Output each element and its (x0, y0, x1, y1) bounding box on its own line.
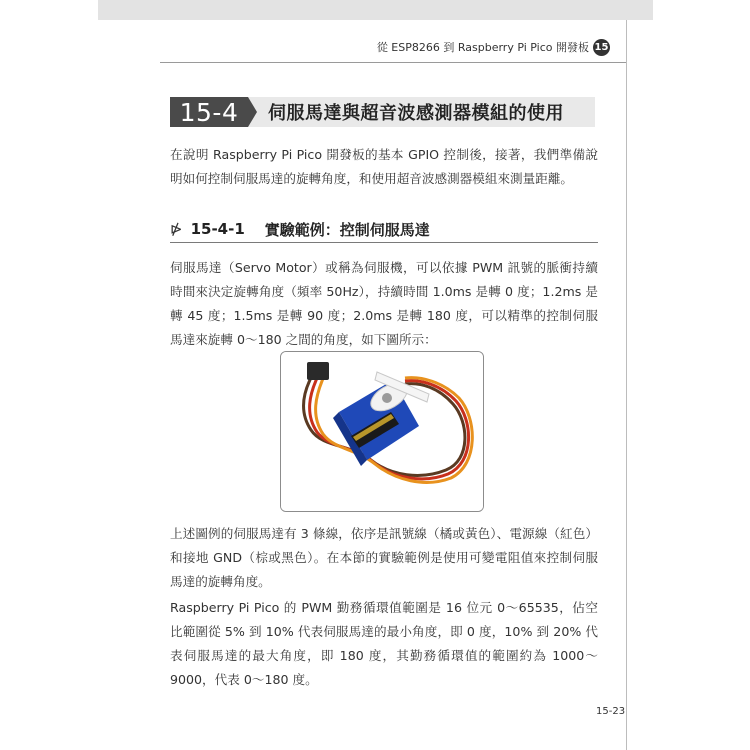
top-gray-bar (98, 0, 653, 20)
section-number (170, 97, 248, 127)
servo-motor-illustration (281, 352, 483, 511)
subsection-number: 15-4-1 (190, 220, 245, 238)
pwm-paragraph: Raspberry Pi Pico 的 PWM 勤務循環值範圍是 16 位元 0～65535，佔空比範圍從 5% 到 10% 代表伺服馬達的最小角度，即 0 度，10% 到 20% 代表伺服馬達的最大角度，即 180 度，其勤務循環值的範圍約為 1000～9000，代表 0～180 度。 (170, 600, 598, 687)
header-rule (160, 62, 626, 63)
subsection-title: 實驗範例：控制伺服馬達 (264, 220, 430, 239)
running-header (377, 37, 610, 57)
servo-motor-photo (280, 351, 484, 512)
page-edge-rule (626, 20, 627, 750)
double-triangle-icon: ⋫ (170, 220, 183, 238)
wire-connector (307, 362, 329, 380)
intro-paragraph: 在說明 Raspberry Pi Pico 開發板的基本 GPIO 控制後，接著，我們準備說明如何控制伺服馬達的旋轉角度，和使用超音波感測器模組來測量距離。 (170, 147, 598, 186)
chapter-badge: 15 (593, 39, 610, 56)
section-heading: 伺服馬達與超音波感測器模組的使用 (268, 103, 564, 124)
page-number: 15-23 (596, 706, 626, 717)
wires-paragraph: 上述圖例的伺服馬達有 3 條線，依序是訊號線（橘或黃色）、電源線（紅色）和接地 GND（棕或黑色）。在本節的實驗範例是使用可變電阻值來控制伺服馬達的旋轉角度。 (170, 526, 598, 589)
section-number-text: 15-4 (179, 97, 239, 127)
section-title-bar (170, 97, 595, 127)
section-arrow-icon (248, 97, 257, 127)
servo-screw (382, 393, 392, 403)
subsection-heading (170, 216, 598, 243)
servo-paragraph: 伺服馬達（Servo Motor）或稱為伺服機，可以依據 PWM 訊號的脈衝持續時間來決定旋轉角度（頻率 50Hz），持續時間 1.0ms 是轉 0 度；1.2ms 是轉 45 度；1.5ms 是轉 90 度；2.0ms 是轉 180 度，可以精準的控制伺服馬達來旋轉 0～180 之間的角度，如下圖所示： (170, 260, 598, 347)
running-title: 從 ESP8266 到 Raspberry Pi Pico 開發板 (376, 41, 589, 54)
